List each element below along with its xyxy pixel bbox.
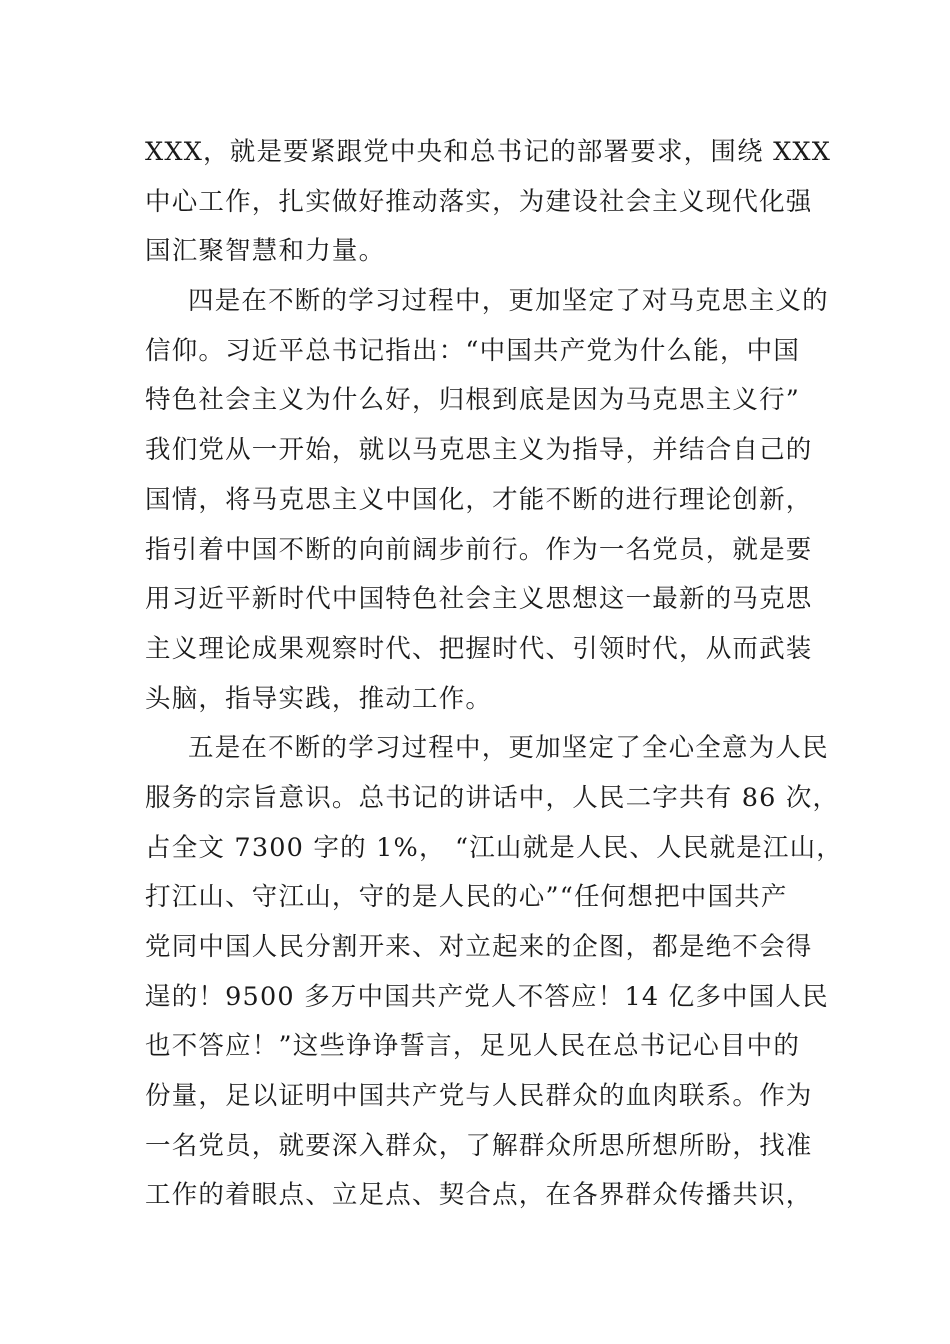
paragraph-4-first-line: 四是在不断的学习过程中，更加坚定了对马克思主义的 bbox=[188, 286, 829, 317]
text-line: 打江山、守江山，守的是人民的心”“任何想把中国共产 bbox=[145, 882, 788, 913]
text-line: 中心工作，扎实做好推动落实，为建设社会主义现代化强 bbox=[145, 186, 813, 217]
text-line: 占全文 7300 字的 1%， “江山就是人民、人民就是江山， bbox=[145, 832, 844, 863]
text-line: 特色社会主义为什么好，归根到底是因为马克思主义行” bbox=[145, 385, 801, 416]
text-line: 份量，足以证明中国共产党与人民群众的血肉联系。作为 bbox=[145, 1081, 813, 1112]
text-line: 我们党从一开始，就以马克思主义为指导，并结合自己的 bbox=[145, 435, 813, 466]
text-line: 用习近平新时代中国特色社会主义思想这一最新的马克思 bbox=[145, 584, 813, 615]
text-line: XXX，就是要紧跟党中央和总书记的部署要求，围绕 XXX bbox=[145, 137, 832, 167]
paragraph-5-first-line: 五是在不断的学习过程中，更加坚定了全心全意为人民 bbox=[188, 733, 829, 764]
text-line: 主义理论成果观察时代、把握时代、引领时代，从而武装 bbox=[145, 633, 813, 664]
text-line: 工作的着眼点、立足点、契合点，在各界群众传播共识， bbox=[145, 1180, 813, 1211]
text-line: 信仰。习近平总书记指出：“中国共产党为什么能，中国 bbox=[145, 335, 801, 366]
document-body bbox=[145, 128, 845, 1221]
text-line: 头脑，指导实践，推动工作。 bbox=[145, 683, 493, 714]
text-line: 党同中国人民分割开来、对立起来的企图，都是绝不会得 bbox=[145, 932, 813, 962]
text-line: 国情，将马克思主义中国化，才能不断的进行理论创新， bbox=[145, 484, 813, 515]
text-line: 也不答应！”这些诤诤誓言，足见人民在总书记心目中的 bbox=[145, 1031, 801, 1062]
text-line: 逞的！9500 多万中国共产党人不答应！14 亿多中国人民 bbox=[145, 981, 829, 1012]
text-line: 国汇聚智慧和力量。 bbox=[145, 236, 386, 267]
text-line: 指引着中国不断的向前阔步前行。作为一名党员，就是要 bbox=[145, 534, 813, 565]
text-line: 一名党员，就要深入群众，了解群众所思所想所盼，找准 bbox=[145, 1130, 813, 1161]
text-line: 服务的宗旨意识。总书记的讲话中，人民二字共有 86 次， bbox=[145, 782, 840, 813]
